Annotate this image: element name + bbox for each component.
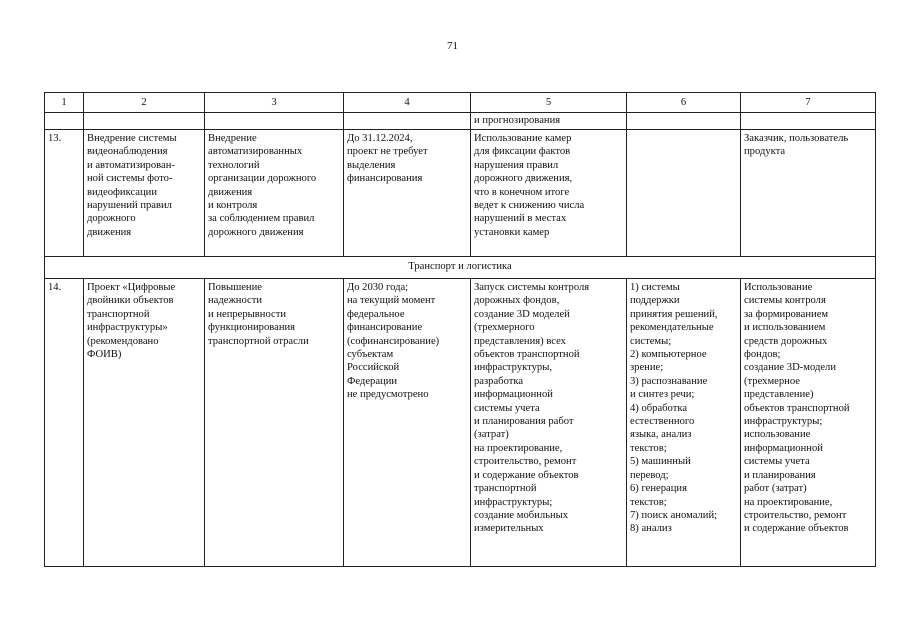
continuation-cell-7 — [741, 113, 876, 130]
continuation-cell-4 — [344, 113, 471, 130]
measures-table — [44, 92, 876, 567]
row14-description: Запуск системы контроля дорожных фондов, создание 3D моделей (трехмерного представления) всех объектов транспортной инфраструктуры, разработка информационной системы учета и планирования работ (затрат) на проектирование, строительство, ремонт и содержание объектов транспортной инфраструктуры; создание мобильных измерительных — [471, 279, 627, 567]
section-title: Транспорт и логистика — [45, 257, 876, 279]
continuation-cell-5: и прогнозирования — [471, 113, 627, 130]
continuation-row — [45, 113, 876, 130]
row13-description: Использование камер для фиксации фактов нарушения правил дорожного движения, что в конечном итоге ведет к снижению числа нарушений в местах установки камер — [471, 130, 627, 257]
page-number: 71 — [447, 40, 458, 52]
table-row-13 — [45, 130, 876, 257]
header-cell-5: 5 — [471, 93, 627, 113]
header-cell-7: 7 — [741, 93, 876, 113]
row14-consumer: Использование системы контроля за формированием и использованием средств дорожных фондов; создание 3D-модели (трехмерное представление) объектов транспортной инфраструктуры; использование информационной системы учета и планирования работ (затрат) на проектирование, строительство, ремонт и содержание объектов — [741, 279, 876, 567]
header-row — [45, 93, 876, 113]
table-row-14 — [45, 279, 876, 567]
row14-goal: Повышение надежности и непрерывности функционирования транспортной отрасли — [205, 279, 344, 567]
row14-technologies: 1) системы поддержки принятия решений, рекомендательные системы; 2) компьютерное зрение; 3) распознавание и синтез речи; 4) обработка естественного языка, анализ текстов; 5) машинный перевод; 6) генерация текстов; 7) поиск аномалий; 8) анализ — [627, 279, 741, 567]
section-row — [45, 257, 876, 279]
row14-funding: До 2030 года; на текущий момент федеральное финансирование (софинансирование) субъектам Российской Федерации не предусмотрено — [344, 279, 471, 567]
continuation-cell-2 — [84, 113, 205, 130]
row13-technologies — [627, 130, 741, 257]
continuation-cell-3 — [205, 113, 344, 130]
row13-goal: Внедрение автоматизированных технологий организации дорожного движения и контроля за соблюдением правил дорожного движения — [205, 130, 344, 257]
header-cell-2: 2 — [84, 93, 205, 113]
row13-number: 13. — [45, 130, 84, 257]
row14-project: Проект «Цифровые двойники объектов транспортной инфраструктуры» (рекомендовано ФОИВ) — [84, 279, 205, 567]
row13-consumer: Заказчик, пользователь продукта — [741, 130, 876, 257]
header-cell-6: 6 — [627, 93, 741, 113]
header-cell-1: 1 — [45, 93, 84, 113]
row14-number: 14. — [45, 279, 84, 567]
continuation-cell-1 — [45, 113, 84, 130]
row13-project: Внедрение системы видеонаблюдения и автоматизирован- ной системы фото- видеофиксации нарушений правил дорожного движения — [84, 130, 205, 257]
continuation-cell-6 — [627, 113, 741, 130]
row13-funding: До 31.12.2024, проект не требует выделения финансирования — [344, 130, 471, 257]
header-cell-3: 3 — [205, 93, 344, 113]
header-cell-4: 4 — [344, 93, 471, 113]
